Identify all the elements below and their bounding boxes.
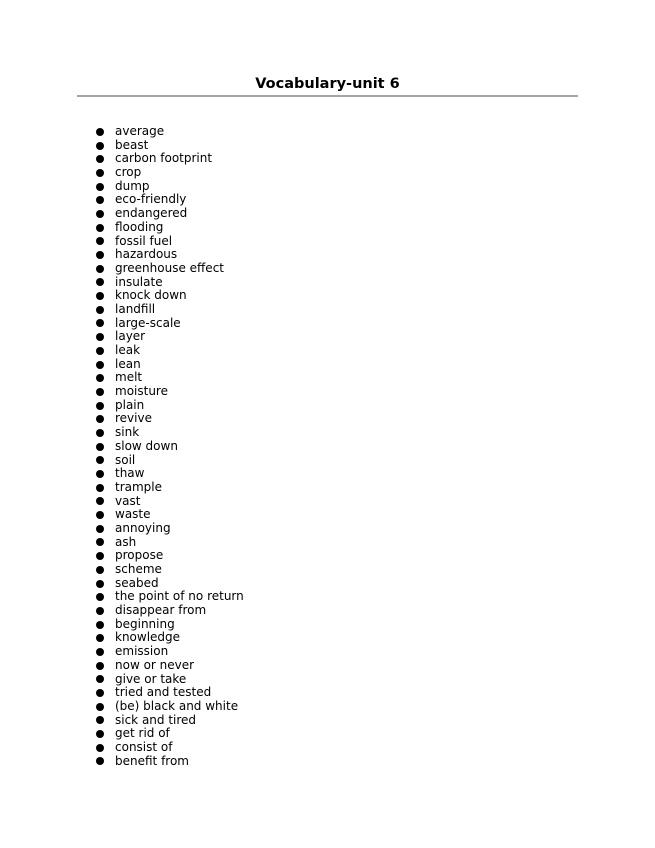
vocabulary-term: lean	[115, 356, 141, 371]
bullet-icon	[96, 456, 104, 464]
vocabulary-term: eco-friendly	[115, 192, 187, 207]
bullet-icon	[96, 333, 104, 341]
vocabulary-list-item	[96, 755, 244, 769]
vocabulary-term: insulate	[115, 274, 163, 289]
bullet-icon	[96, 566, 104, 574]
bullet-icon	[96, 675, 104, 683]
vocabulary-term: fossil fuel	[115, 233, 173, 248]
vocabulary-list-item	[96, 508, 244, 522]
vocabulary-list-item	[96, 659, 244, 673]
vocabulary-list-item	[96, 166, 244, 180]
bullet-icon	[96, 443, 104, 451]
title-divider	[77, 95, 578, 97]
vocabulary-term: emission	[115, 644, 169, 659]
vocabulary-list	[96, 125, 244, 768]
vocabulary-list-item	[96, 344, 244, 358]
vocabulary-term: carbon footprint	[115, 151, 213, 166]
vocabulary-term: greenhouse effect	[115, 260, 224, 275]
bullet-icon	[96, 183, 104, 191]
vocabulary-term: trample	[115, 479, 163, 494]
vocabulary-term: waste	[115, 507, 151, 522]
vocabulary-list-item	[96, 358, 244, 372]
vocabulary-list-item	[96, 536, 244, 550]
vocabulary-term: slow down	[115, 438, 178, 453]
bullet-icon	[96, 415, 104, 423]
vocabulary-list-item	[96, 221, 244, 235]
bullet-icon	[96, 306, 104, 314]
vocabulary-list-item	[96, 714, 244, 728]
vocabulary-term: now or never	[115, 657, 195, 672]
bullet-icon	[96, 538, 104, 546]
vocabulary-term: dump	[115, 178, 150, 193]
vocabulary-list-item	[96, 604, 244, 618]
bullet-icon	[96, 470, 104, 478]
vocabulary-term: endangered	[115, 206, 188, 221]
vocabulary-term: flooding	[115, 219, 164, 234]
bullet-icon	[96, 224, 104, 232]
bullet-icon	[96, 497, 104, 505]
vocabulary-list-item	[96, 522, 244, 536]
vocabulary-list-item	[96, 700, 244, 714]
vocabulary-list-item	[96, 399, 244, 413]
bullet-icon	[96, 347, 104, 355]
vocabulary-list-item	[96, 303, 244, 317]
vocabulary-term: vast	[115, 493, 141, 508]
bullet-icon	[96, 265, 104, 273]
bullet-icon	[96, 210, 104, 218]
bullet-icon	[96, 237, 104, 245]
vocabulary-term: tried and tested	[115, 685, 212, 700]
vocabulary-term: scheme	[115, 562, 162, 576]
vocabulary-term: annoying	[115, 520, 171, 535]
vocabulary-list-item	[96, 180, 244, 194]
bullet-icon	[96, 484, 104, 492]
vocabulary-term: knock down	[115, 288, 187, 303]
vocabulary-term: consist of	[115, 739, 173, 754]
bullet-icon	[96, 429, 104, 437]
vocabulary-term: layer	[115, 329, 146, 344]
vocabulary-term: hazardous	[115, 247, 178, 262]
vocabulary-list-item	[96, 590, 244, 604]
vocabulary-term: thaw	[115, 466, 145, 481]
bullet-icon	[96, 361, 104, 369]
vocabulary-list-item	[96, 563, 244, 577]
bullet-icon	[96, 142, 104, 150]
vocabulary-term: sick and tired	[115, 712, 197, 727]
vocabulary-term: large-scale	[115, 315, 181, 330]
vocabulary-term: melt	[115, 370, 143, 385]
vocabulary-list-item	[96, 276, 244, 290]
vocabulary-list-item	[96, 248, 244, 262]
bullet-icon	[96, 621, 104, 629]
vocabulary-list-item	[96, 467, 244, 481]
bullet-icon	[96, 634, 104, 642]
vocabulary-list-item	[96, 317, 244, 331]
vocabulary-term: soil	[115, 452, 136, 467]
vocabulary-term: get rid of	[115, 726, 170, 741]
bullet-icon	[96, 744, 104, 752]
vocabulary-term: propose	[115, 548, 164, 563]
bullet-icon	[96, 511, 104, 519]
vocabulary-list-item	[96, 618, 244, 632]
vocabulary-list-item	[96, 577, 244, 591]
bullet-icon	[96, 689, 104, 697]
vocabulary-list-item	[96, 727, 244, 741]
vocabulary-list-item	[96, 139, 244, 153]
bullet-icon	[96, 662, 104, 670]
vocabulary-list-item	[96, 686, 244, 700]
vocabulary-list-item	[96, 262, 244, 276]
bullet-icon	[96, 716, 104, 724]
bullet-icon	[96, 757, 104, 765]
vocabulary-list-item	[96, 549, 244, 563]
bullet-icon	[96, 278, 104, 286]
vocabulary-list-item	[96, 673, 244, 687]
vocabulary-list-item	[96, 152, 244, 166]
vocabulary-list-item	[96, 125, 244, 139]
vocabulary-term: crop	[115, 165, 142, 180]
bullet-icon	[96, 703, 104, 711]
vocabulary-list-item	[96, 454, 244, 468]
vocabulary-term: leak	[115, 343, 141, 357]
bullet-icon	[96, 155, 104, 163]
vocabulary-term: knowledge	[115, 630, 181, 645]
vocabulary-term: the point of no return	[115, 589, 244, 604]
vocabulary-term: beast	[115, 137, 149, 152]
vocabulary-list-item	[96, 412, 244, 426]
bullet-icon	[96, 525, 104, 533]
bullet-icon	[96, 552, 104, 560]
vocabulary-list-item	[96, 631, 244, 645]
vocabulary-list-item	[96, 741, 244, 755]
vocabulary-term: revive	[115, 411, 152, 426]
bullet-icon	[96, 730, 104, 738]
vocabulary-list-item	[96, 481, 244, 495]
vocabulary-term: moisture	[115, 384, 168, 399]
vocabulary-term: beginning	[115, 616, 175, 631]
vocabulary-term: sink	[115, 425, 140, 440]
vocabulary-term: give or take	[115, 671, 187, 686]
vocabulary-list-item	[96, 207, 244, 221]
vocabulary-term: landfill	[115, 301, 156, 316]
vocabulary-list-item	[96, 426, 244, 440]
vocabulary-term: ash	[115, 534, 137, 549]
vocabulary-list-item	[96, 235, 244, 249]
vocabulary-term: disappear from	[115, 603, 207, 618]
vocabulary-list-item	[96, 440, 244, 454]
vocabulary-list-item	[96, 193, 244, 207]
bullet-icon	[96, 388, 104, 396]
bullet-icon	[96, 128, 104, 136]
vocabulary-term: (be) black and white	[115, 698, 239, 713]
vocabulary-list-item	[96, 289, 244, 303]
bullet-icon	[96, 580, 104, 588]
bullet-icon	[96, 251, 104, 259]
bullet-icon	[96, 292, 104, 300]
bullet-icon	[96, 402, 104, 410]
bullet-icon	[96, 607, 104, 615]
vocabulary-list-item	[96, 645, 244, 659]
bullet-icon	[96, 169, 104, 177]
document-title: Vocabulary-unit 6	[255, 76, 400, 92]
bullet-icon	[96, 196, 104, 204]
bullet-icon	[96, 374, 104, 382]
vocabulary-list-item	[96, 371, 244, 385]
vocabulary-list-item	[96, 495, 244, 509]
bullet-icon	[96, 593, 104, 601]
vocabulary-term: plain	[115, 397, 145, 412]
vocabulary-term: benefit from	[115, 753, 189, 768]
vocabulary-list-item	[96, 330, 244, 344]
vocabulary-term: average	[115, 124, 165, 138]
vocabulary-list-item	[96, 385, 244, 399]
bullet-icon	[96, 648, 104, 656]
vocabulary-term: seabed	[115, 575, 159, 590]
bullet-icon	[96, 319, 104, 327]
